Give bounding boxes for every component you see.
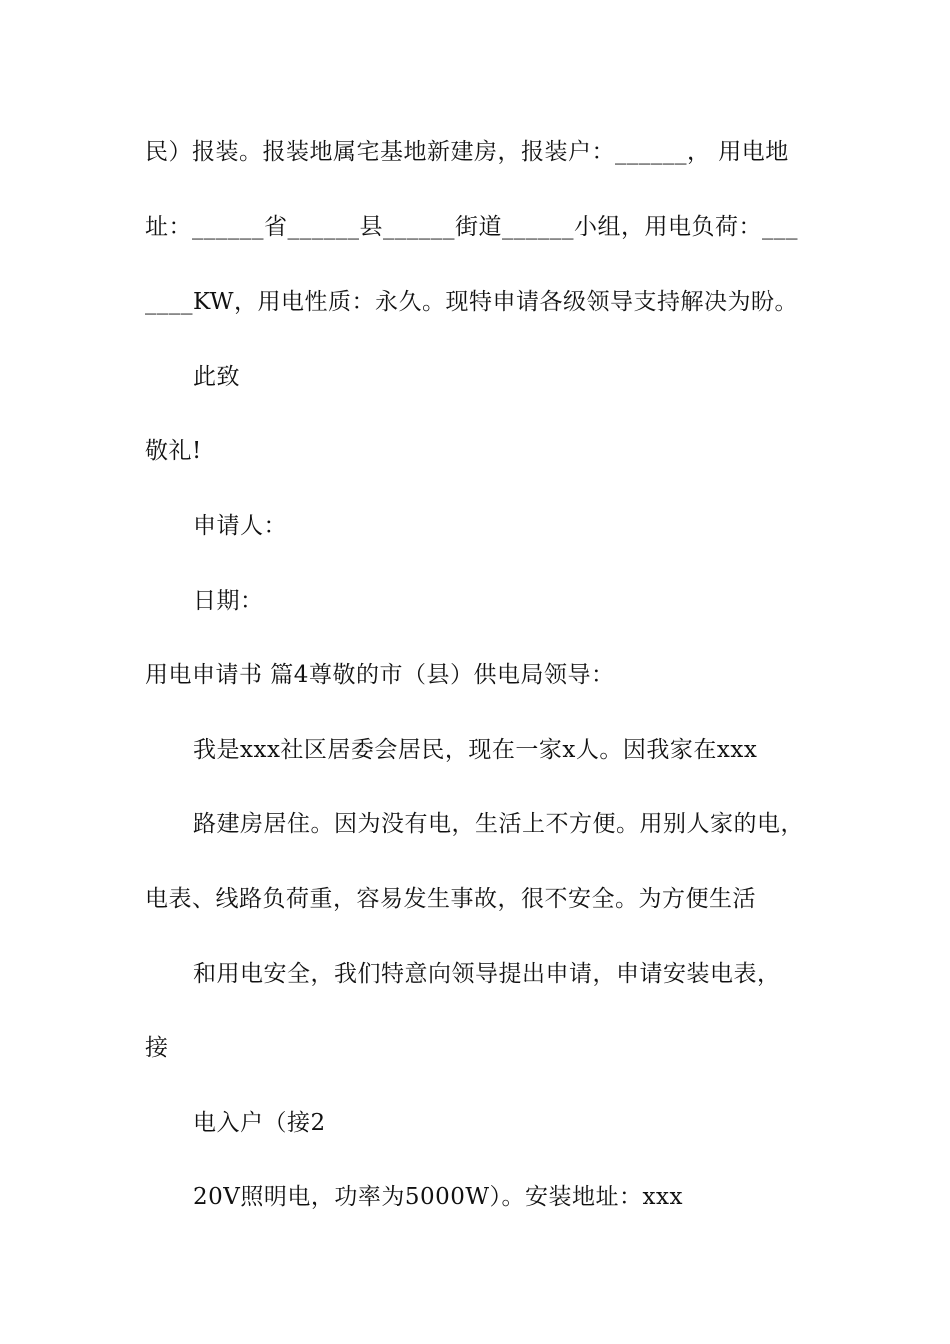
- paragraph-line-14: 电入户（接2: [193, 1110, 326, 1136]
- salutation-line: 此致: [193, 364, 240, 390]
- date-line: 日期：: [193, 588, 264, 614]
- paragraph-line-15: 20V照明电，功率为5000W）。安装地址：xxx: [193, 1184, 683, 1210]
- section-heading: 用电申请书 篇4尊敬的市（县）供电局领导：: [145, 662, 615, 688]
- paragraph-line-11: 电表、线路负荷重，容易发生事故，很不安全。为方便生活: [145, 886, 756, 912]
- paragraph-line-9: 我是xxx社区居委会居民，现在一家x人。因我家在xxx: [193, 737, 758, 763]
- paragraph-line-12: 和用电安全，我们特意向领导提出申请，申请安装电表，: [193, 961, 781, 987]
- applicant-line: 申请人：: [193, 513, 287, 539]
- paragraph-line-1: 民）报装。报装地属宅基地新建房，报装户：______， 用电地: [145, 139, 789, 165]
- closing-line: 敬礼!: [145, 438, 202, 464]
- paragraph-line-13: 接: [145, 1035, 169, 1061]
- paragraph-line-10: 路建房居住。因为没有电，生活上不方便。用别人家的电，: [193, 811, 804, 837]
- paragraph-line-3: ____KW，用电性质：永久。现特申请各级领导支持解决为盼。: [145, 289, 799, 315]
- paragraph-line-2: 址：______省______县______街道______小组，用电负荷：___: [145, 214, 798, 240]
